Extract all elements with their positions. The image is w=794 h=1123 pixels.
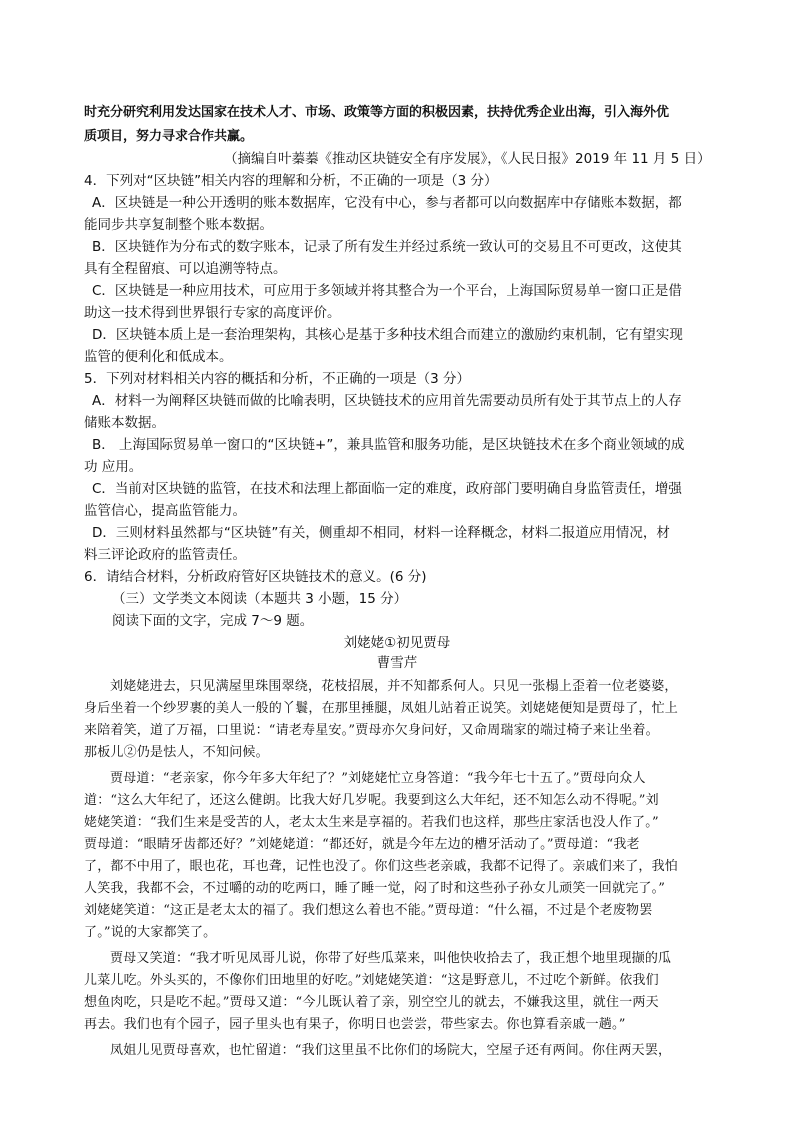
q4-option-d-line2: 监管的便利化和低成本。 [84,349,233,365]
q4-option-a-line2: 能同步共享复制整个账本数据。 [84,217,273,233]
q5-option-a-line1: A．材料一为阐释区块链而做的比喻表明，区块链技术的应用首先需要动员所有处于其节点上的人存 [92,393,682,409]
q5-option-c-line2: 监管信心，提高监管能力。 [84,503,246,519]
story-line-8: 贾母道：“眼睛牙齿都还好？”刘姥姥道：“都还好，就是今年左边的槽牙活动了。”贾母道：“我老 [84,837,640,852]
passage-line-2: 质项目，努力寻求合作共赢。 [84,129,254,144]
story-author: 曹雪芹 [376,655,418,671]
q5-option-b-line1: B． 上海国际贸易单一窗口的“区块链+”，兼具监管和服务功能，是区块链技术在多个商业领域的成 [92,437,685,453]
question-5-stem: 5．下列对材料相关内容的概括和分析，不正确的一项是（3 分） [84,371,470,387]
q5-option-d-line2: 料三评论政府的监管责任。 [84,547,246,563]
story-line-6: 道：“这么大年纪了，还这么健朗。比我大好几岁呢。我要到这么大年纪，还不知怎么动不得呢。”刘 [84,793,659,808]
story-line-14: 儿菜儿吃。外头买的，不像你们田地里的好吃。”刘姥姥笑道：“这是野意儿，不过吃个新鲜。依我们 [84,973,659,988]
q5-option-a-line2: 储账本数据。 [84,415,165,431]
story-title: 刘姥姥①初见贾母 [343,635,451,651]
q4-option-d-line1: D．区块链本质上是一套治理架构，其核心是基于多种技术组合而建立的激励约束机制，它有望实现 [92,327,683,343]
story-line-13: 贾母又笑道：“我才听见凤哥儿说，你带了好些瓜菜来，叫他快收拾去了，我正想个地里现撷的瓜 [110,951,672,966]
passage-line-1: 时充分研究利用发达国家在技术人才、市场、政策等方面的积极因素，扶持优秀企业出海，引入海外优 [84,105,670,120]
story-line-17: 凤姐儿见贾母喜欢，也忙留道：“我们这里虽不比你们的场院大，空屋子还有两间。你住两天罢， [110,1043,672,1058]
story-line-1: 刘姥姥进去，只见满屋里珠围翠绕，花枝招展，并不知都系何人。只见一张榻上歪着一位老婆婆， [110,679,678,694]
story-line-9: 了，都不中用了，眼也花，耳也聋，记性也没了。你们这些老亲戚，我都不记得了。亲戚们来了，我怕 [84,859,679,874]
story-line-5: 贾母道：“老亲家，你今年多大年纪了？”刘姥姥忙立身答道：“我今年七十五了。”贾母向众人 [110,771,646,786]
q4-option-b-line2: 具有全程留痕、可以追溯等特点。 [84,261,287,277]
question-4-stem: 4．下列对“区块链”相关内容的理解和分析，不正确的一项是（3 分） [84,173,498,189]
story-line-2: 身后坐着一个纱罗裹的美人一般的丫鬟，在那里捶腿，凤姐儿站着正说笑。刘姥姥便知是贾母了，忙上 [84,701,679,716]
story-line-4: 那板儿②仍是怯人，不知问候。 [84,745,269,760]
q5-option-d-line1: D．三则材料虽然都与“区块链”有关，侧重却不相同，材料一诠释概念，材料二报道应用情况，材 [92,525,670,541]
story-line-15: 想鱼肉吃，只是吃不起。”贾母又道：“今儿既认着了亲，别空空儿的就去，不嫌我这里，就住一两天 [84,995,659,1010]
q5-option-c-line1: C．当前对区块链的监管，在技术和法理上都面临一定的难度，政府部门要明确自身监管责任，增强 [92,481,682,497]
reading-instruction: 阅读下面的文字，完成 7～9 题。 [112,613,314,629]
section-3-heading: （三）文学类文本阅读（本题共 3 小题，15 分） [112,591,408,607]
question-6-stem: 6．请结合材料，分析政府管好区块链技术的意义。(6 分) [84,569,427,585]
source-citation: （摘编自叶蓁蓁《推动区块链安全有序发展》，《人民日报》2019 年 11 月 5 日） [224,151,711,167]
q4-option-c-line1: C．区块链是一种应用技术，可应用于多领域并将其整合为一个平台，上海国际贸易单一窗口正是借 [92,283,682,299]
story-line-7: 姥姥笑道：“我们生来是受苦的人，老太太生来是享福的。若我们也这样，那些庄家活也没人作了。” [84,815,659,830]
q5-option-b-line2: 功 应用。 [84,459,143,475]
story-line-12: 了。”说的大家都笑了。 [84,925,217,940]
story-line-10: 人笑我，我都不会，不过嚼的动的吃两口，睡了睡一觉，闷了时和这些孙子孙女儿顽笑一回就完了。” [84,881,666,896]
story-line-3: 来陪着笑，道了万福，口里说：“请老寿星安。”贾母亦欠身问好，又命周瑞家的端过椅子来让坐着。 [84,723,659,738]
q4-option-a-line1: A．区块链是一种公开透明的账本数据库，它没有中心，参与者都可以向数据库中存储账本数据，都 [92,195,682,211]
story-line-11: 刘姥姥笑道：“这正是老太太的福了。我们想这么着也不能。”贾母道：“什么福，不过是个老废物罢 [84,903,653,918]
q4-option-c-line2: 助这一技术得到世界银行专家的高度评价。 [84,305,341,321]
q4-option-b-line1: B．区块链作为分布式的数字账本，记录了所有发生并经过系统一致认可的交易且不可更改，这使其 [92,239,682,255]
story-line-16: 再去。我们也有个园子，园子里头也有果子，你明日也尝尝，带些家去。你也算看亲戚一趟。” [84,1017,626,1032]
